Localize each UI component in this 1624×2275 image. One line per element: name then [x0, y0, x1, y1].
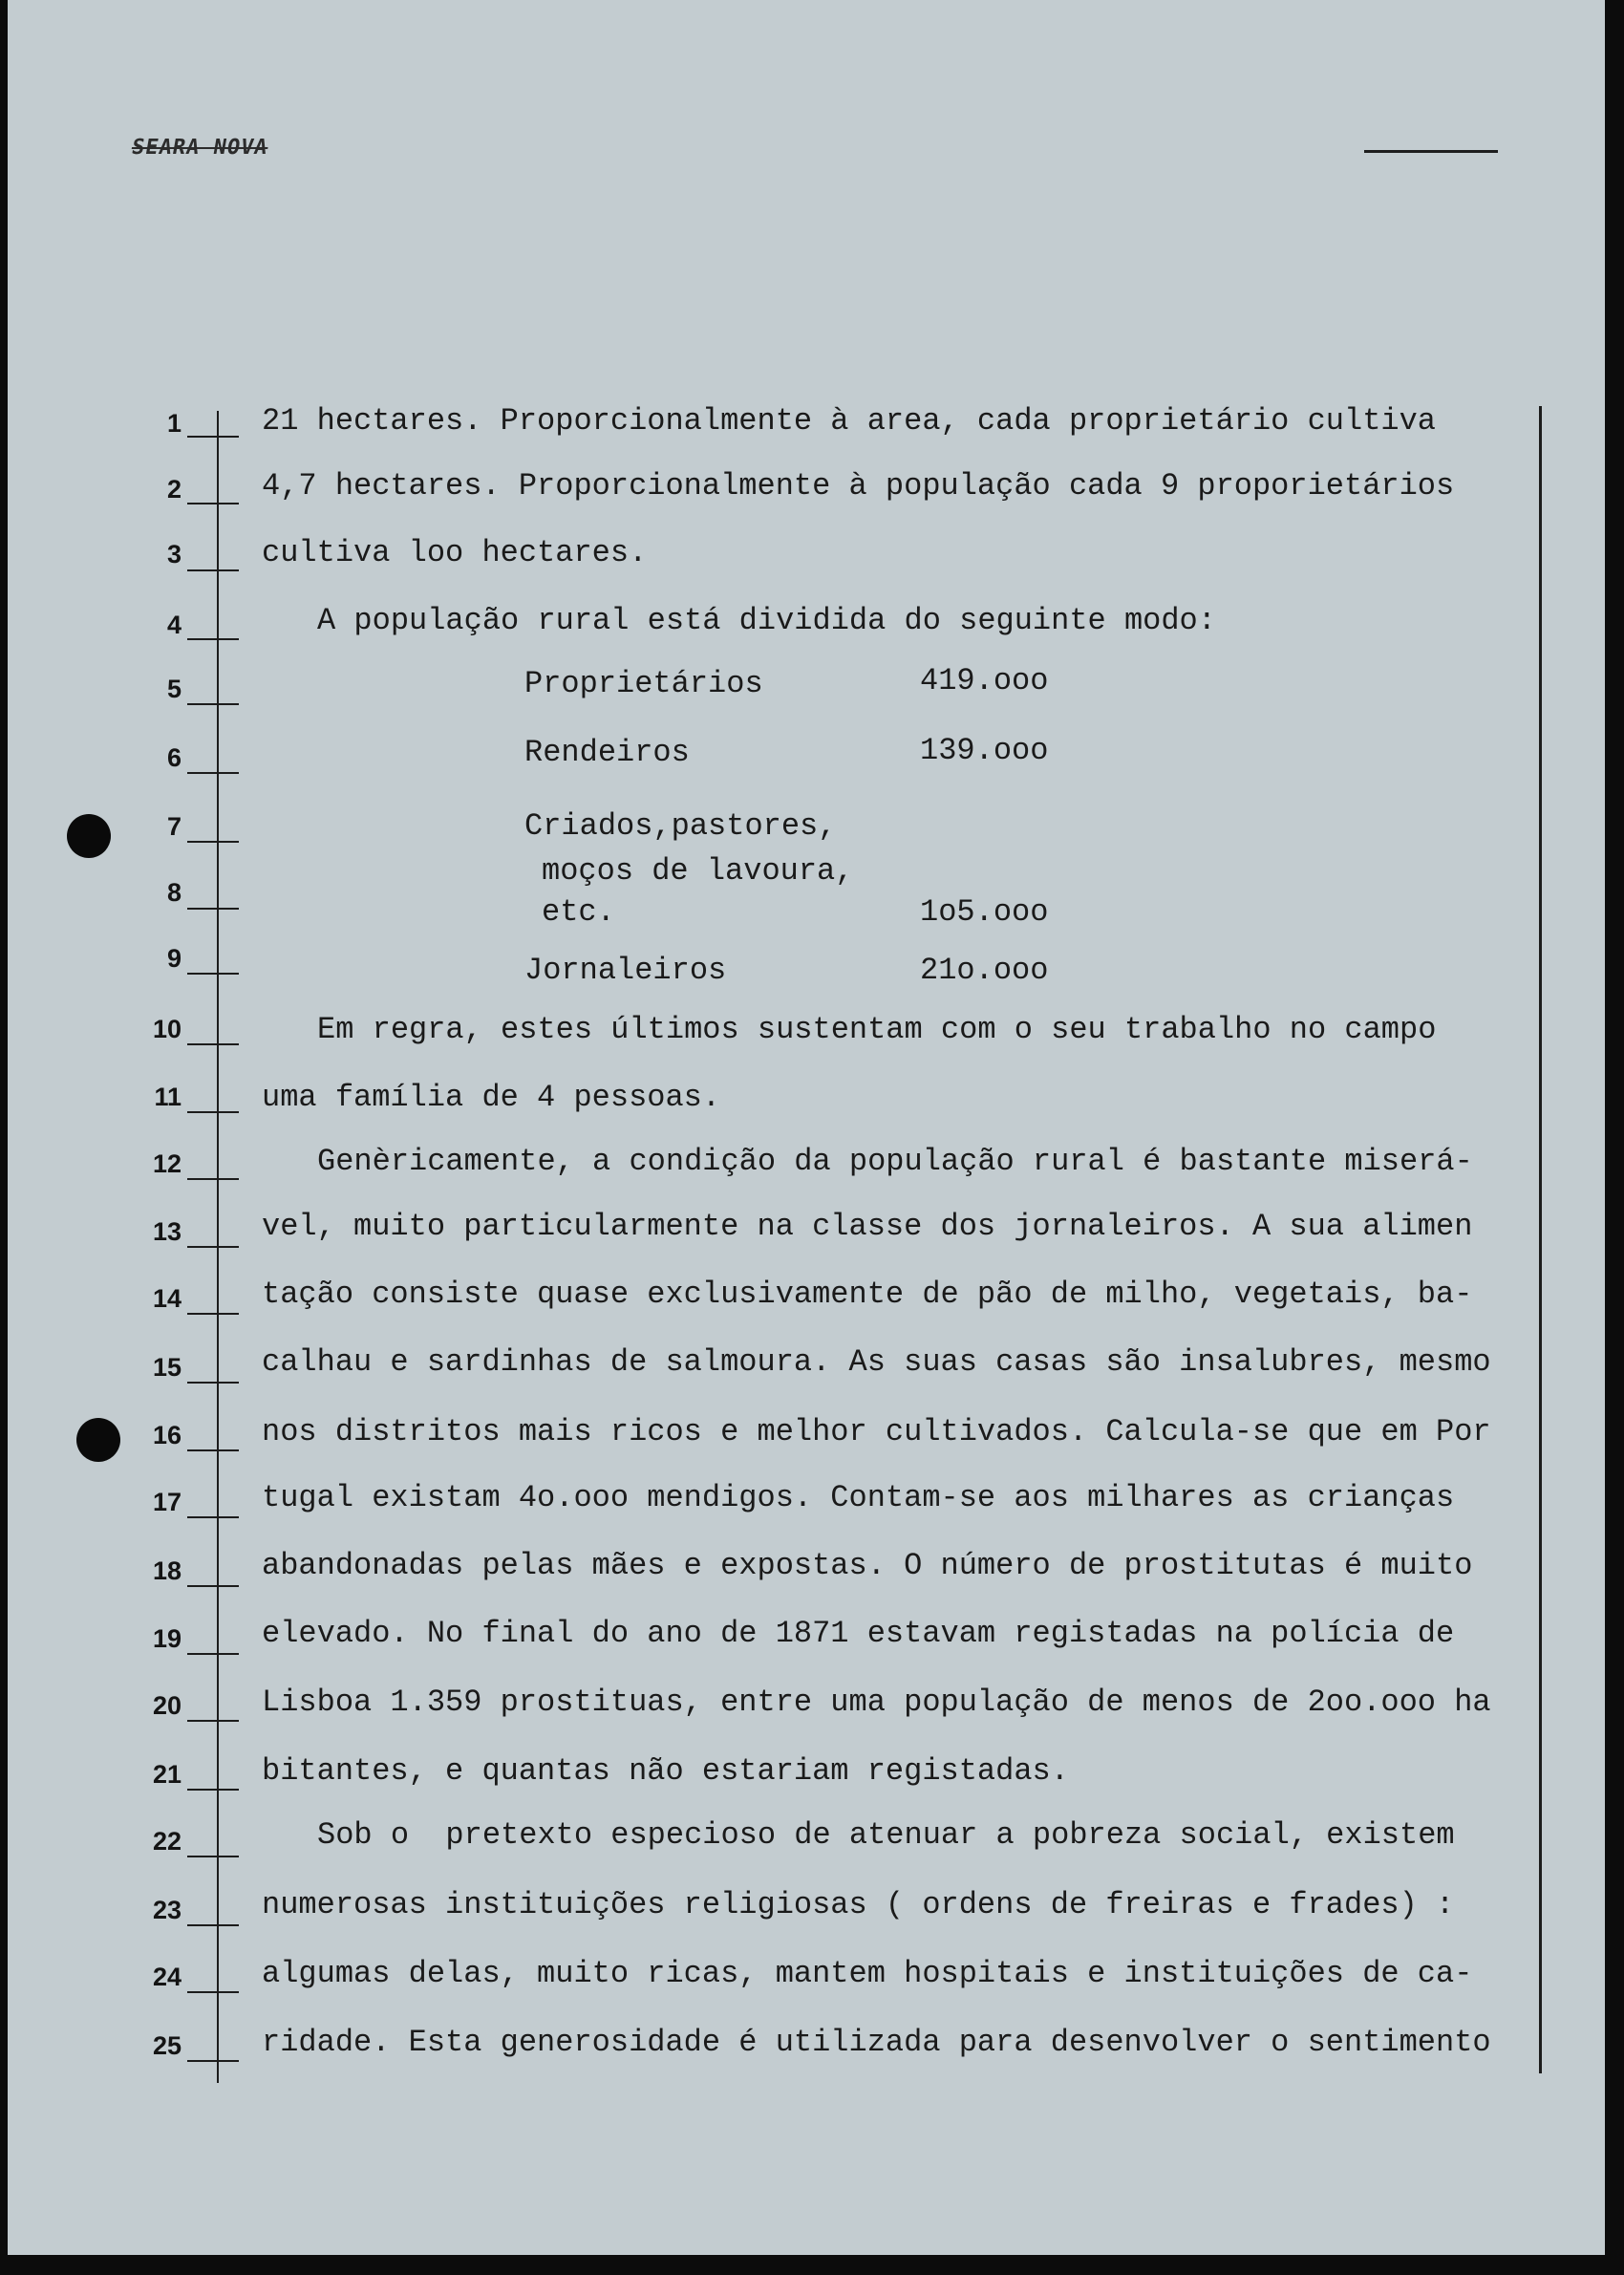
- line-tick: [187, 1966, 239, 1993]
- line-tick: [187, 1764, 239, 1791]
- line-tick: [187, 1899, 239, 1926]
- text-line: uma família de 4 pessoas.: [262, 1080, 721, 1115]
- line-tick: [187, 1153, 239, 1180]
- text-line: nos distritos mais ricos e melhor cultivados. Calcula-se que em Por: [262, 1414, 1491, 1449]
- text-line: ridade. Esta generosidade é utilizada para desenvolver o sentimento: [262, 2025, 1491, 2060]
- line-tick: [187, 948, 239, 975]
- line-number: 9: [166, 944, 182, 973]
- line-number: 2: [166, 475, 182, 504]
- line-tick: [187, 545, 239, 571]
- line-tick: [187, 1492, 239, 1518]
- line-tick: [187, 883, 239, 910]
- text-line: numerosas instituições religiosas ( ordens de freiras e frades) :: [262, 1887, 1455, 1922]
- text-line: bitantes, e quantas não estariam registadas.: [262, 1753, 1069, 1789]
- line-number: 18: [152, 1556, 182, 1585]
- text-line: cultiva loo hectares.: [262, 535, 648, 570]
- table-label-jornaleiros: Jornaleiros: [524, 953, 727, 988]
- line-tick: [187, 1628, 239, 1655]
- line-tick: [187, 1560, 239, 1587]
- line-tick: [187, 1221, 239, 1248]
- line-number: 25: [152, 2031, 182, 2060]
- right-border-line: [1539, 406, 1542, 2073]
- line-number: 11: [154, 1083, 182, 1111]
- text-line: 21 hectares. Proporcionalmente à area, cada proprietário cultiva: [262, 403, 1436, 439]
- line-tick: [187, 816, 239, 843]
- line-number: 21: [152, 1760, 182, 1789]
- line-number: 15: [152, 1353, 182, 1382]
- line-number: 22: [152, 1827, 182, 1856]
- table-label-rendeiros: Rendeiros: [524, 735, 690, 770]
- line-number: 1: [166, 409, 182, 438]
- text-line: Genèricamente, a condição da população rural é bastante miserá-: [317, 1144, 1473, 1179]
- line-number: 16: [152, 1421, 182, 1449]
- line-tick: [187, 411, 239, 438]
- line-number: 5: [166, 675, 182, 703]
- text-line: vel, muito particularmente na classe dos jornaleiros. A sua alimen: [262, 1209, 1473, 1244]
- table-value-rendeiros: 139.ooo: [920, 733, 1049, 768]
- line-number: 23: [152, 1896, 182, 1924]
- table-value-criados: 1o5.ooo: [920, 894, 1049, 930]
- line-tick: [187, 1831, 239, 1857]
- line-number: 13: [152, 1217, 182, 1246]
- line-number: 20: [152, 1691, 182, 1720]
- text-line: abandonadas pelas mães e expostas. O número de prostitutas é muito: [262, 1548, 1473, 1583]
- line-tick: [187, 478, 239, 504]
- text-line: Sob o pretexto especioso de atenuar a pobreza social, existem: [317, 1817, 1455, 1853]
- line-tick: [187, 1357, 239, 1384]
- line-number: 8: [166, 878, 182, 907]
- text-line: A população rural está dividida do seguinte modo:: [317, 603, 1216, 638]
- table-label-criados-line1: Criados,pastores,: [524, 808, 837, 844]
- line-number: 12: [152, 1149, 182, 1178]
- text-line: 4,7 hectares. Proporcionalmente à população cada 9 proporietários: [262, 468, 1455, 504]
- table-label-proprietarios: Proprietários: [524, 666, 763, 701]
- table-value-jornaleiros: 21o.ooo: [920, 953, 1049, 988]
- text-line: algumas delas, muito ricas, mantem hospitais e instituições de ca-: [262, 1956, 1473, 1991]
- text-line: Lisboa 1.359 prostituas, entre uma população de menos de 2oo.ooo ha: [262, 1685, 1491, 1720]
- line-number: 24: [152, 1963, 182, 1991]
- table-label-criados-line3: etc.: [542, 894, 615, 930]
- line-tick: [187, 1425, 239, 1451]
- line-tick: [187, 1019, 239, 1045]
- paper-sheet: [8, 0, 1605, 2255]
- line-tick: [187, 678, 239, 705]
- line-tick: [187, 613, 239, 640]
- line-tick: [187, 1695, 239, 1722]
- line-number: 7: [166, 812, 182, 841]
- table-label-criados-line2: moços de lavoura,: [542, 853, 854, 889]
- line-number: 14: [152, 1284, 182, 1313]
- line-number: 4: [166, 611, 182, 639]
- text-line: Em regra, estes últimos sustentam com o seu trabalho no campo: [317, 1012, 1437, 1047]
- line-tick: [187, 747, 239, 774]
- table-value-proprietarios: 419.ooo: [920, 663, 1049, 698]
- text-line: calhau e sardinhas de salmoura. As suas casas são insalubres, mesmo: [262, 1344, 1491, 1380]
- line-tick: [187, 1086, 239, 1113]
- line-number: 17: [152, 1488, 182, 1516]
- header-stamp: SEARA NOVA: [129, 136, 270, 160]
- line-number: 19: [152, 1624, 182, 1653]
- punch-hole: [76, 1418, 120, 1462]
- line-number: 3: [166, 540, 182, 569]
- line-tick: [187, 1288, 239, 1315]
- text-line: tação consiste quase exclusivamente de pão de milho, vegetais, ba-: [262, 1277, 1473, 1312]
- line-tick: [187, 2035, 239, 2062]
- line-number: 10: [152, 1015, 182, 1043]
- header-rule: [1364, 150, 1498, 153]
- punch-hole: [67, 814, 111, 858]
- text-line: tugal existam 4o.ooo mendigos. Contam-se aos milhares as crianças: [262, 1480, 1455, 1515]
- text-line: elevado. No final do ano de 1871 estavam registadas na polícia de: [262, 1616, 1455, 1651]
- line-number: 6: [166, 743, 182, 772]
